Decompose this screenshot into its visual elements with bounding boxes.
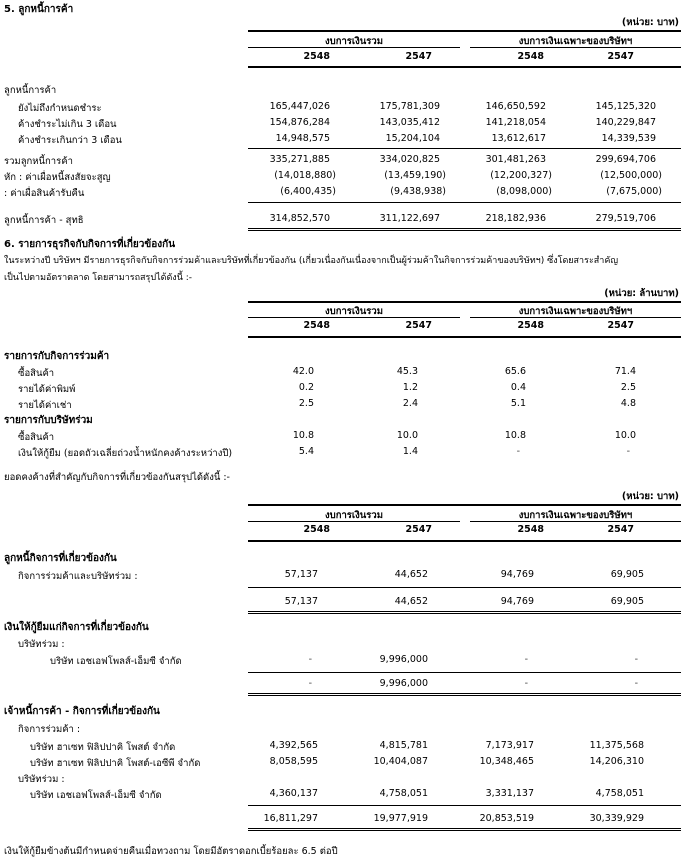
s5-cell: (7,675,000): [606, 186, 662, 197]
s6-cell: -: [516, 446, 520, 457]
t3-cell: 3,331,137: [485, 788, 534, 799]
s5-cell: (13,459,190): [384, 170, 446, 181]
s6-row-label: รายได้ค่าพิมพ์: [18, 384, 76, 395]
t3-pay-double-rule: [248, 828, 681, 831]
t3-cell: 9,996,000: [379, 654, 428, 665]
s5-cell: 14,948,575: [275, 133, 330, 144]
s5-cell: 314,852,570: [269, 213, 330, 224]
s6-paragraph-line-2: เป็นไปตามอัตราตลาด โดยสามารถสรุปได้ดังนี้ :-: [4, 273, 192, 283]
s5-cell: 335,271,885: [269, 154, 330, 165]
s5-cell: 13,612,617: [491, 133, 546, 144]
s5-row-label: ค้างชำระเกินกว่า 3 เดือน: [18, 135, 122, 146]
t3-cell: 44,652: [394, 596, 428, 607]
t3-pay-row-label: บริษัท ฮาเซท ฟิลิปปาคิ โพสต์ จำกัด: [30, 742, 176, 753]
s6-cell: 5.4: [298, 446, 314, 457]
s5-cell: 301,481,263: [485, 154, 546, 165]
s5-hdr-rule-right: [470, 47, 681, 48]
s6-balance-intro: ยอดคงค้างที่สำคัญกับกิจการที่เกี่ยวข้องกันสรุปได้ดังนี้ :-: [4, 472, 230, 483]
t3-cell: 4,360,137: [269, 788, 318, 799]
t3-hdr-rule-right: [470, 521, 681, 522]
s6-hdr-rule-right: [470, 317, 681, 318]
s5-cell: 279,519,706: [595, 213, 656, 224]
s5-cell: (6,400,435): [280, 186, 336, 197]
t3-pay-row-label: บริษัท ฮาเซท ฟิลิปปาคิ โพสต์-เอซีพี จำกัด: [30, 758, 201, 769]
s6-cell: 4.8: [620, 398, 636, 409]
s6-hdr-separate: งบการเงินเฉพาะของบริษัทฯ: [518, 306, 633, 317]
s5-top-rule: [248, 30, 681, 32]
s5-hdr-bottom-rule: [248, 66, 681, 68]
s6-jv-heading: รายการกับกิจการร่วมค้า: [4, 351, 110, 362]
t3-cell: 7,173,917: [485, 740, 534, 751]
s6-hdr-consol: งบการเงินรวม: [325, 306, 383, 317]
s5-cell: 218,182,936: [485, 213, 546, 224]
t3-cell: 94,769: [500, 569, 534, 580]
s5-net-rule: [248, 202, 681, 203]
t3-cell: 44,652: [394, 569, 428, 580]
s5-cell: 334,020,825: [379, 154, 440, 165]
t3-recv-label: กิจการร่วมค้าและบริษัทร่วม :: [18, 571, 138, 582]
s5-year-3: 2548: [517, 51, 544, 62]
s6-cell: 2.5: [620, 382, 636, 393]
t3-cell: 94,769: [500, 596, 534, 607]
s5-total-double-rule: [248, 228, 681, 231]
s5-unit: (หน่วย: บาท): [621, 17, 679, 28]
s6-cell: 2.4: [402, 398, 418, 409]
t3-loan-rule: [248, 672, 681, 673]
s5-row-label: ลูกหนี้การค้า - สุทธิ: [4, 215, 84, 226]
s5-row-label: หัก : ค่าเผื่อหนี้สงสัยจะสูญ: [4, 172, 111, 183]
s6-cell: 0.2: [298, 382, 314, 393]
t3-cell: 30,339,929: [589, 813, 644, 824]
s5-cell: (12,200,327): [490, 170, 552, 181]
t3-cell: -: [524, 678, 528, 689]
t3-cell: 10,404,087: [373, 756, 428, 767]
s5-cell: 311,122,697: [379, 213, 440, 224]
s5-year-1: 2548: [303, 51, 330, 62]
s5-cell: 146,650,592: [485, 101, 546, 112]
s6-year-4: 2547: [607, 320, 634, 331]
s5-cell: (12,500,000): [600, 170, 662, 181]
t3-cell: -: [308, 654, 312, 665]
s6-cell: 2.5: [298, 398, 314, 409]
t3-loan-double-rule: [248, 693, 681, 696]
t3-pay-sub-2: บริษัทร่วม :: [18, 774, 65, 785]
s6-row-label: ซื้อสินค้า: [18, 432, 55, 443]
t3-cell: 14,206,310: [589, 756, 644, 767]
s6-cell: 42.0: [292, 366, 314, 377]
s6-hdr-rule-left: [248, 317, 460, 318]
s6-cell: -: [626, 446, 630, 457]
t3-cell: -: [634, 678, 638, 689]
s5-cell: 143,035,412: [379, 117, 440, 128]
s5-cell: 175,781,309: [379, 101, 440, 112]
s5-cell: 165,447,026: [269, 101, 330, 112]
t3-pay-row-label: บริษัท เอชเอฟโพลส์-เอ็มซี จำกัด: [30, 790, 162, 801]
t3-recv-rule: [248, 587, 681, 588]
t3-year-4: 2547: [607, 524, 634, 535]
s5-cell: 14,339,539: [601, 133, 656, 144]
t3-cell: 10,348,465: [479, 756, 534, 767]
s5-cell: 140,229,847: [595, 117, 656, 128]
t3-unit: (หน่วย: บาท): [621, 491, 679, 502]
t3-hdr-bottom-rule: [248, 540, 681, 542]
s6-cell: 1.2: [402, 382, 418, 393]
s5-cell: (14,018,880): [274, 170, 336, 181]
s6-assoc-heading: รายการกับบริษัทร่วม: [4, 415, 93, 426]
t3-loan-heading: เงินให้กู้ยืมแก่กิจการที่เกี่ยวข้องกัน: [4, 622, 149, 633]
s5-cell: 141,218,054: [485, 117, 546, 128]
s6-cell: 0.4: [510, 382, 526, 393]
s6-year-1: 2548: [303, 320, 330, 331]
s5-cell: 154,876,284: [269, 117, 330, 128]
t3-pay-heading: เจ้าหนี้การค้า - กิจการที่เกี่ยวข้องกัน: [4, 706, 160, 717]
t3-cell: 57,137: [284, 596, 318, 607]
s5-group-label: ลูกหนี้การค้า: [4, 85, 57, 96]
s5-cell: (8,098,000): [496, 186, 552, 197]
s5-hdr-rule-left: [248, 47, 460, 48]
s6-year-2: 2547: [405, 320, 432, 331]
s6-cell: 45.3: [396, 366, 418, 377]
s5-subtotal-rule: [248, 148, 681, 149]
s5-hdr-separate: งบการเงินเฉพาะของบริษัทฯ: [518, 36, 633, 47]
s5-hdr-consol: งบการเงินรวม: [325, 36, 383, 47]
section-5-title: 5. ลูกหนี้การค้า: [4, 4, 74, 15]
s6-year-3: 2548: [517, 320, 544, 331]
s6-unit: (หน่วย: ล้านบาท): [604, 288, 679, 299]
s5-row-label: : ค่าเผื่อสินค้ารับคืน: [4, 188, 85, 199]
s5-cell: 299,694,706: [595, 154, 656, 165]
s6-cell: 1.4: [402, 446, 418, 457]
t3-loan-sub: บริษัทร่วม :: [18, 639, 65, 650]
s6-row-label: เงินให้กู้ยืม (ยอดถัวเฉลี่ยถ่วงน้ำหนักคงค้างระหว่างปี): [18, 448, 233, 459]
t3-recv-heading: ลูกหนี้กิจการที่เกี่ยวข้องกัน: [4, 553, 117, 564]
s5-row-label: รวมลูกหนี้การค้า: [4, 156, 73, 167]
t3-cell: 4,758,051: [595, 788, 644, 799]
s6-cell: 10.0: [396, 430, 418, 441]
s5-cell: 145,125,320: [595, 101, 656, 112]
t3-cell: 69,905: [610, 569, 644, 580]
t3-cell: 4,815,781: [379, 740, 428, 751]
t3-year-2: 2547: [405, 524, 432, 535]
t3-cell: 57,137: [284, 569, 318, 580]
s5-row-label: ค้างชำระไม่เกิน 3 เดือน: [18, 119, 117, 130]
t3-cell: 9,996,000: [379, 678, 428, 689]
t3-cell: -: [524, 654, 528, 665]
t3-pay-sub-1: กิจการร่วมค้า :: [18, 724, 81, 735]
t3-cell: 4,392,565: [269, 740, 318, 751]
t3-year-1: 2548: [303, 524, 330, 535]
t3-recv-double-rule: [248, 611, 681, 614]
s6-cell: 10.8: [292, 430, 314, 441]
t3-hdr-separate: งบการเงินเฉพาะของบริษัทฯ: [518, 510, 633, 521]
t3-hdr-rule-left: [248, 521, 460, 522]
section-6-title: 6. รายการธุรกิจกับกิจการที่เกี่ยวข้องกัน: [4, 239, 176, 250]
t3-cell: 19,977,919: [373, 813, 428, 824]
s6-paragraph-line-1: ในระหว่างปี บริษัทฯ มีรายการธุรกิจกับกิจการร่วมค้าและบริษัทที่เกี่ยวข้องกัน (เกี่ยวเนื่องกันเนื่องจากเป็นผู้ร่วมค้าในกิจการร่วมค้าของบริษัทฯ) ซึ่งโดยสาระสำคัญ: [4, 256, 619, 266]
s6-cell: 10.0: [614, 430, 636, 441]
t3-loan-label: บริษัท เอชเอฟโพลส์-เอ็มซี จำกัด: [50, 656, 182, 667]
s5-year-4: 2547: [607, 51, 634, 62]
s6-cell: 65.6: [504, 366, 526, 377]
t3-cell: 16,811,297: [263, 813, 318, 824]
s6-hdr-bottom-rule: [248, 336, 681, 338]
t3-cell: -: [308, 678, 312, 689]
t3-cell: 11,375,568: [589, 740, 644, 751]
t3-top-rule: [248, 504, 681, 506]
s6-top-rule: [248, 301, 681, 303]
s5-year-2: 2547: [405, 51, 432, 62]
t3-cell: 20,853,519: [479, 813, 534, 824]
s5-row-label: ยังไม่ถึงกำหนดชำระ: [18, 103, 102, 114]
t3-year-3: 2548: [517, 524, 544, 535]
s5-cell: 15,204,104: [385, 133, 440, 144]
t3-cell: -: [634, 654, 638, 665]
t3-cell: 4,758,051: [379, 788, 428, 799]
s5-cell: (9,438,938): [390, 186, 446, 197]
t3-cell: 8,058,595: [269, 756, 318, 767]
t3-cell: 69,905: [610, 596, 644, 607]
s6-cell: 10.8: [504, 430, 526, 441]
s6-row-label: รายได้ค่าเช่า: [18, 400, 72, 411]
t3-footnote: เงินให้กู้ยืมข้างต้นมีกำหนดจ่ายคืนเมื่อทวงถาม โดยมีอัตราดอกเบี้ยร้อยละ 6.5 ต่อปี: [4, 846, 338, 857]
t3-pay-rule: [248, 805, 681, 806]
t3-hdr-consol: งบการเงินรวม: [325, 510, 383, 521]
s6-row-label: ซื้อสินค้า: [18, 368, 55, 379]
s6-cell: 5.1: [510, 398, 526, 409]
s6-cell: 71.4: [614, 366, 636, 377]
